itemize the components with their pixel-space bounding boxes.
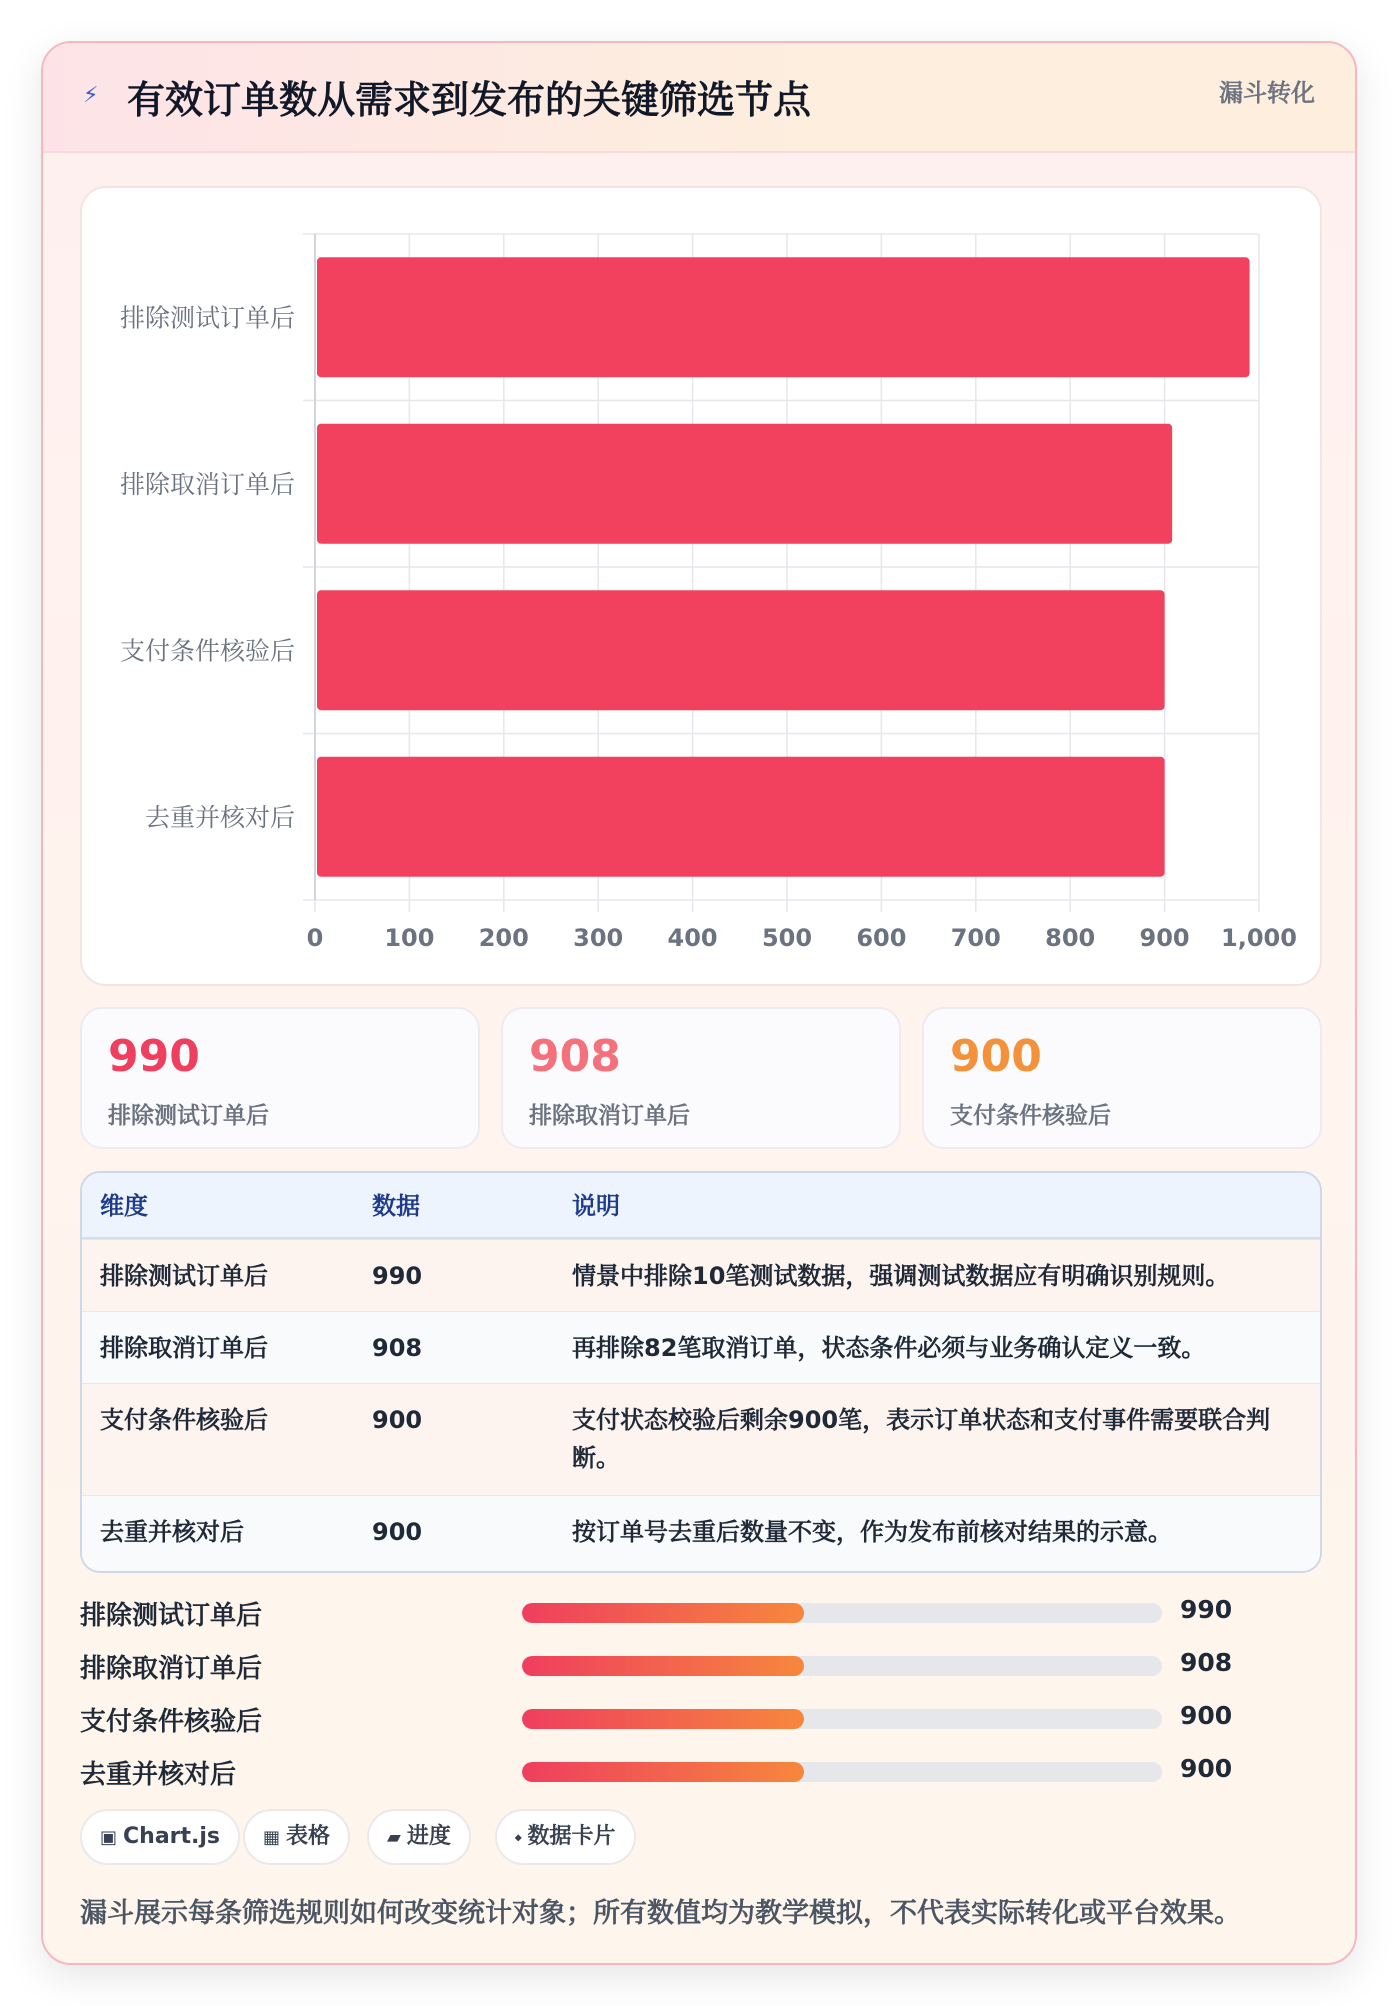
progress-row [80,1752,1322,1792]
progress-row [80,1646,1322,1686]
progress-label: 排除测试订单后 [80,1601,263,1631]
diamond-icon: ⬩ [515,1827,522,1848]
table-row [82,1311,1320,1383]
x-tick-label: 700 [950,924,1001,952]
table-header [82,1173,1320,1239]
chip-label: 进度 [406,1824,451,1849]
column-header: 数据 [372,1192,420,1220]
chip-label: Chart.js [123,1824,221,1849]
stat-card [80,1007,480,1149]
table-row [82,1239,1320,1311]
progress-value: 900 [1180,1701,1233,1730]
table-cell: 908 [372,1334,423,1362]
table-cell: 再排除82笔取消订单，状态条件必须与业务确认定义一致。 [572,1334,1206,1362]
table-cell: 情景中排除10笔测试数据，强调测试数据应有明确识别规则。 [572,1262,1230,1290]
progress-track [522,1656,1162,1676]
chip-chartjs[interactable] [80,1809,240,1865]
progress-label: 支付条件核验后 [80,1707,263,1737]
table-cell: 900 [372,1518,423,1546]
data-table [80,1171,1322,1573]
bar-chart-svg [82,188,1324,988]
stat-value: 908 [529,1031,621,1082]
stat-label: 排除测试订单后 [108,1103,269,1129]
funnel-card [41,41,1357,1965]
progress-fill [522,1656,804,1676]
stat-value: 990 [108,1031,200,1082]
footnote: 漏斗展示每条筛选规则如何改变统计对象；所有数值均为教学模拟，不代表实际转化或平台效果。 [80,1898,1241,1929]
progress-fill [522,1762,804,1782]
x-tick-label: 200 [478,924,529,952]
chip-table[interactable] [243,1809,350,1865]
chart-icon: ▣ [100,1827,118,1848]
x-tick-label: 500 [761,924,813,952]
category-label: 排除测试订单后 [119,303,295,333]
chip-progress[interactable] [367,1809,471,1865]
category-badge: 漏斗转化 [1219,79,1315,107]
table-cell: 990 [372,1262,423,1290]
page-title: 有效订单数从需求到发布的关键筛选节点 [127,78,812,122]
table-cell: 去重并核对后 [100,1518,244,1546]
card-header [43,43,1355,153]
x-tick-label: 100 [384,924,435,952]
stat-value: 900 [950,1031,1042,1082]
x-tick-label: 900 [1139,924,1190,952]
progress-track [522,1762,1162,1782]
progress-row [80,1699,1322,1739]
progress-label: 排除取消订单后 [80,1654,263,1684]
table-cell: 按订单号去重后数量不变，作为发布前核对结果的示意。 [572,1518,1172,1546]
bar [317,424,1172,544]
bar [317,590,1165,710]
progress-value: 900 [1180,1754,1233,1783]
progress-fill [522,1603,804,1623]
x-tick-label: 800 [1045,924,1096,952]
progress-track [522,1709,1162,1729]
table-cell: 支付状态校验后剩余900笔，表示订单状态和支付事件需要联合判断。 [572,1406,1271,1472]
bar [317,757,1165,877]
progress-value: 908 [1180,1648,1233,1677]
progress-row [80,1593,1322,1633]
progress-icon: ▰ [387,1827,401,1848]
lightning-icon: ⚡ [83,83,99,108]
stat-card [501,1007,901,1149]
category-label: 排除取消订单后 [119,469,295,499]
category-label: 支付条件核验后 [119,636,295,666]
chip-data-cards[interactable] [495,1809,636,1865]
category-label: 去重并核对后 [144,802,295,832]
table-row [82,1383,1320,1495]
x-tick-label: 1,000 [1221,924,1297,952]
table-row [82,1495,1320,1573]
column-header: 说明 [572,1192,620,1220]
stat-card [922,1007,1322,1149]
stat-label: 排除取消订单后 [529,1103,690,1129]
table-icon: ▦ [263,1827,281,1848]
stat-label: 支付条件核验后 [950,1103,1111,1129]
progress-fill [522,1709,804,1729]
x-tick-label: 600 [856,924,907,952]
bar-chart [80,186,1322,986]
table-cell: 900 [372,1406,423,1434]
x-tick-label: 0 [306,924,324,952]
x-tick-label: 400 [667,924,718,952]
table-cell: 排除测试订单后 [100,1262,268,1290]
chip-label: 数据卡片 [527,1824,616,1849]
progress-label: 去重并核对后 [80,1760,237,1790]
x-tick-label: 300 [573,924,624,952]
column-header: 维度 [100,1192,148,1220]
chip-label: 表格 [286,1824,331,1849]
table-cell: 支付条件核验后 [100,1406,268,1434]
bar [317,257,1250,377]
table-cell: 排除取消订单后 [100,1334,268,1362]
progress-track [522,1603,1162,1623]
progress-value: 990 [1180,1595,1233,1624]
